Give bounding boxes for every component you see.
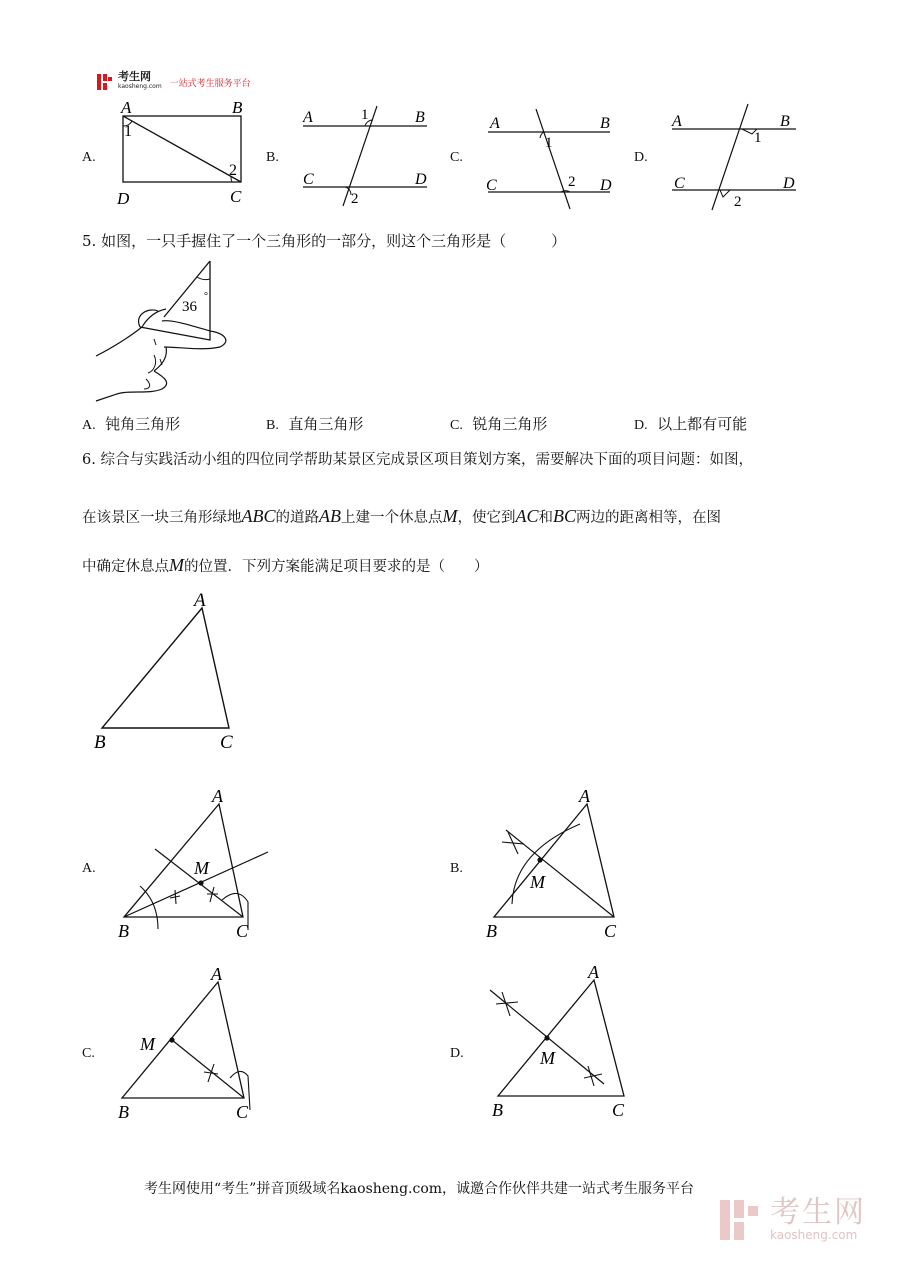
svg-text:C: C (612, 1100, 625, 1120)
q6-number: 6. (82, 452, 96, 468)
svg-text:M: M (530, 872, 545, 892)
q4-figure-b (295, 100, 435, 210)
q4-option-b-label: B. (266, 150, 279, 165)
svg-text:D: D (415, 171, 427, 188)
q6-option-a-label: A. (82, 861, 96, 876)
svg-text:2: 2 (568, 174, 576, 190)
svg-text:M: M (194, 858, 209, 878)
svg-text:1: 1 (361, 107, 369, 123)
label-a: A (121, 98, 132, 117)
svg-text:C: C (674, 175, 685, 192)
svg-text:C: C (604, 921, 617, 941)
logo-slogan: 一站式考生服务平台 (169, 78, 251, 89)
svg-text:B: B (600, 115, 610, 132)
svg-text:1: 1 (545, 135, 553, 151)
svg-text:B: B (415, 109, 425, 126)
q6-option-c-label: C. (82, 1046, 95, 1061)
svg-text:C: C (220, 732, 233, 753)
svg-text:D: D (783, 175, 795, 192)
q6-option-b-label: B. (450, 861, 463, 876)
q5-option-a: A. 钝角三角形 (82, 415, 181, 433)
svg-text:B: B (780, 113, 790, 130)
watermark-logo-icon (718, 1198, 762, 1242)
angle-1: 1 (124, 123, 132, 140)
q4-figure-a (110, 96, 260, 211)
svg-text:B: B (486, 921, 497, 941)
q5-option-d: D. 以上都有可能 (634, 415, 748, 433)
svg-text:A: A (212, 786, 223, 806)
q5-option-c: C. 锐角三角形 (450, 415, 548, 433)
logo-domain: kaosheng.com (118, 83, 162, 90)
q6-figure-a (110, 782, 280, 944)
q5-number: 5. (82, 232, 97, 250)
q6-figure-d (484, 960, 644, 1122)
q5-question (82, 231, 566, 251)
q5-option-b: B. 直角三角形 (266, 415, 364, 433)
svg-text:C: C (303, 171, 314, 188)
svg-text:C: C (236, 921, 249, 941)
q5-degree: ° (204, 291, 208, 302)
watermark-name: 考生网 (770, 1195, 866, 1230)
q6-option-d-label: D. (450, 1046, 464, 1061)
svg-text:M: M (140, 1034, 155, 1054)
svg-text:2: 2 (351, 191, 359, 207)
svg-text:D: D (600, 177, 612, 194)
label-b: B (232, 98, 243, 117)
q6-figure-c (110, 960, 270, 1122)
label-d: D (117, 189, 130, 208)
page-footer: 考生网使用“考生”拼音顶级域名kaosheng.com，诚邀合作伙伴共建一站式考生服务平台 (144, 1181, 695, 1197)
svg-text:M: M (540, 1048, 555, 1068)
svg-text:B: B (118, 921, 129, 941)
q5-angle-label: 36 (182, 299, 197, 315)
logo-name: 考生网 (118, 70, 151, 83)
q4-figure-c (482, 103, 622, 213)
header-logo (96, 72, 251, 92)
watermark (718, 1195, 866, 1242)
q6-figure-b (484, 782, 634, 944)
svg-text:B: B (118, 1102, 129, 1122)
q6-line-1: 6. 综合与实践活动小组的四位同学帮助某景区完成景区项目策划方案，需要解决下面的项目问题：如图， (82, 452, 753, 468)
svg-text:C: C (486, 177, 497, 194)
svg-text:A: A (490, 115, 500, 132)
q4-option-d-label: D. (634, 150, 648, 165)
q5-text: 如图，一只手握住了一个三角形的一部分，则这个三角形是（ ） (101, 232, 567, 250)
svg-text:1: 1 (754, 130, 762, 146)
svg-text:B: B (94, 732, 106, 753)
svg-text:A: A (672, 113, 682, 130)
q6-line-3: 中确定休息点M的位置．下列方案能满足项目要求的是（ ） (82, 555, 489, 575)
q4-option-c-label: C. (450, 150, 463, 165)
label-c: C (230, 187, 242, 206)
svg-text:2: 2 (734, 194, 742, 210)
q5-hand-triangle-figure (92, 255, 242, 405)
angle-2: 2 (229, 162, 237, 179)
svg-text:B: B (492, 1100, 503, 1120)
q6-line-2: 在该景区一块三角形绿地ABC的道路AB上建一个休息点M，使它到AC和BC两边的距离相等，在图 (82, 506, 722, 526)
svg-text:A: A (579, 786, 590, 806)
svg-text:C: C (236, 1102, 249, 1122)
watermark-domain: kaosheng.com (770, 1228, 858, 1242)
svg-text:A: A (588, 962, 599, 982)
svg-text:A: A (194, 590, 206, 611)
svg-text:A: A (211, 964, 222, 984)
q6-main-triangle (90, 588, 250, 754)
kaosheng-logo-icon (96, 73, 114, 91)
q4-figure-d (668, 100, 808, 212)
svg-text:A: A (303, 109, 313, 126)
q4-option-a-label: A. (82, 150, 96, 165)
